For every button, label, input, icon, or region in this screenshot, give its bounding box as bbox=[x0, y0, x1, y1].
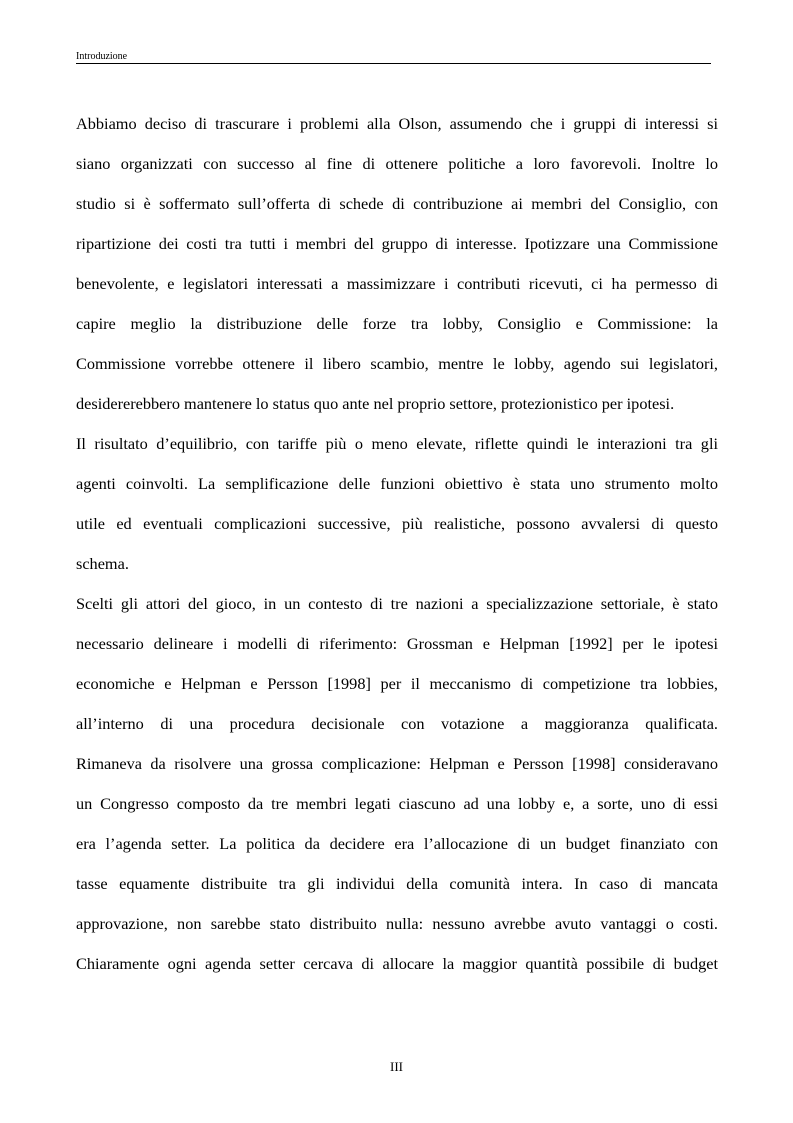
text-line: benevolente, e legislatori interessati a massimizzare i contributi ricevuti, ci ha permesso di bbox=[76, 274, 718, 293]
header-section-title: Introduzione bbox=[76, 51, 128, 62]
text-line: desidererebbero mantenere lo status quo ante nel proprio settore, protezionistico per ipotesi. bbox=[76, 394, 675, 413]
text-line: Abbiamo deciso di trascurare i problemi alla Olson, assumendo che i gruppi di interessi si bbox=[76, 114, 718, 133]
text-line: schema. bbox=[76, 554, 129, 573]
text-line: approvazione, non sarebbe stato distribuito nulla: nessuno avrebbe avuto vantaggi o costi. bbox=[76, 914, 718, 933]
text-line: tasse equamente distribuite tra gli individui della comunità intera. In caso di mancata bbox=[76, 874, 718, 893]
text-line: studio si è soffermato sull’offerta di schede di contribuzione ai membri del Consiglio, con bbox=[76, 194, 718, 213]
running-header bbox=[76, 50, 711, 64]
text-line: Chiaramente ogni agenda setter cercava di allocare la maggior quantità possibile di budget bbox=[76, 954, 718, 973]
body-text bbox=[76, 112, 718, 992]
text-line: agenti coinvolti. La semplificazione delle funzioni obiettivo è stata uno strumento molto bbox=[76, 474, 718, 493]
text-line: un Congresso composto da tre membri legati ciascuno ad una lobby e, a sorte, uno di essi bbox=[76, 794, 718, 813]
text-line: economiche e Helpman e Persson [1998] per il meccanismo di competizione tra lobbies, bbox=[76, 674, 718, 693]
text-line: utile ed eventuali complicazioni successive, più realistiche, possono avvalersi di questo bbox=[76, 514, 718, 533]
text-line: all’interno di una procedura decisionale con votazione a maggioranza qualificata. bbox=[76, 714, 718, 733]
text-line: Scelti gli attori del gioco, in un contesto di tre nazioni a specializzazione settoriale, è stato bbox=[76, 594, 718, 613]
text-line: Il risultato d’equilibrio, con tariffe più o meno elevate, riflette quindi le interazioni tra gli bbox=[76, 434, 718, 453]
text-line: Commissione vorrebbe ottenere il libero scambio, mentre le lobby, agendo sui legislatori, bbox=[76, 354, 718, 373]
text-line: Rimaneva da risolvere una grossa complicazione: Helpman e Persson [1998] consideravano bbox=[76, 754, 718, 773]
text-line: siano organizzati con successo al fine di ottenere politiche a loro favorevoli. Inoltre lo bbox=[76, 154, 718, 173]
text-line: ripartizione dei costi tra tutti i membri del gruppo di interesse. Ipotizzare una Commissione bbox=[76, 234, 718, 253]
page-number: III bbox=[390, 1059, 403, 1074]
text-line: necessario delineare i modelli di riferimento: Grossman e Helpman [1992] per le ipotesi bbox=[76, 634, 718, 653]
text-line: capire meglio la distribuzione delle forze tra lobby, Consiglio e Commissione: la bbox=[76, 314, 718, 333]
text-line: era l’agenda setter. La politica da decidere era l’allocazione di un budget finanziato con bbox=[76, 834, 718, 853]
